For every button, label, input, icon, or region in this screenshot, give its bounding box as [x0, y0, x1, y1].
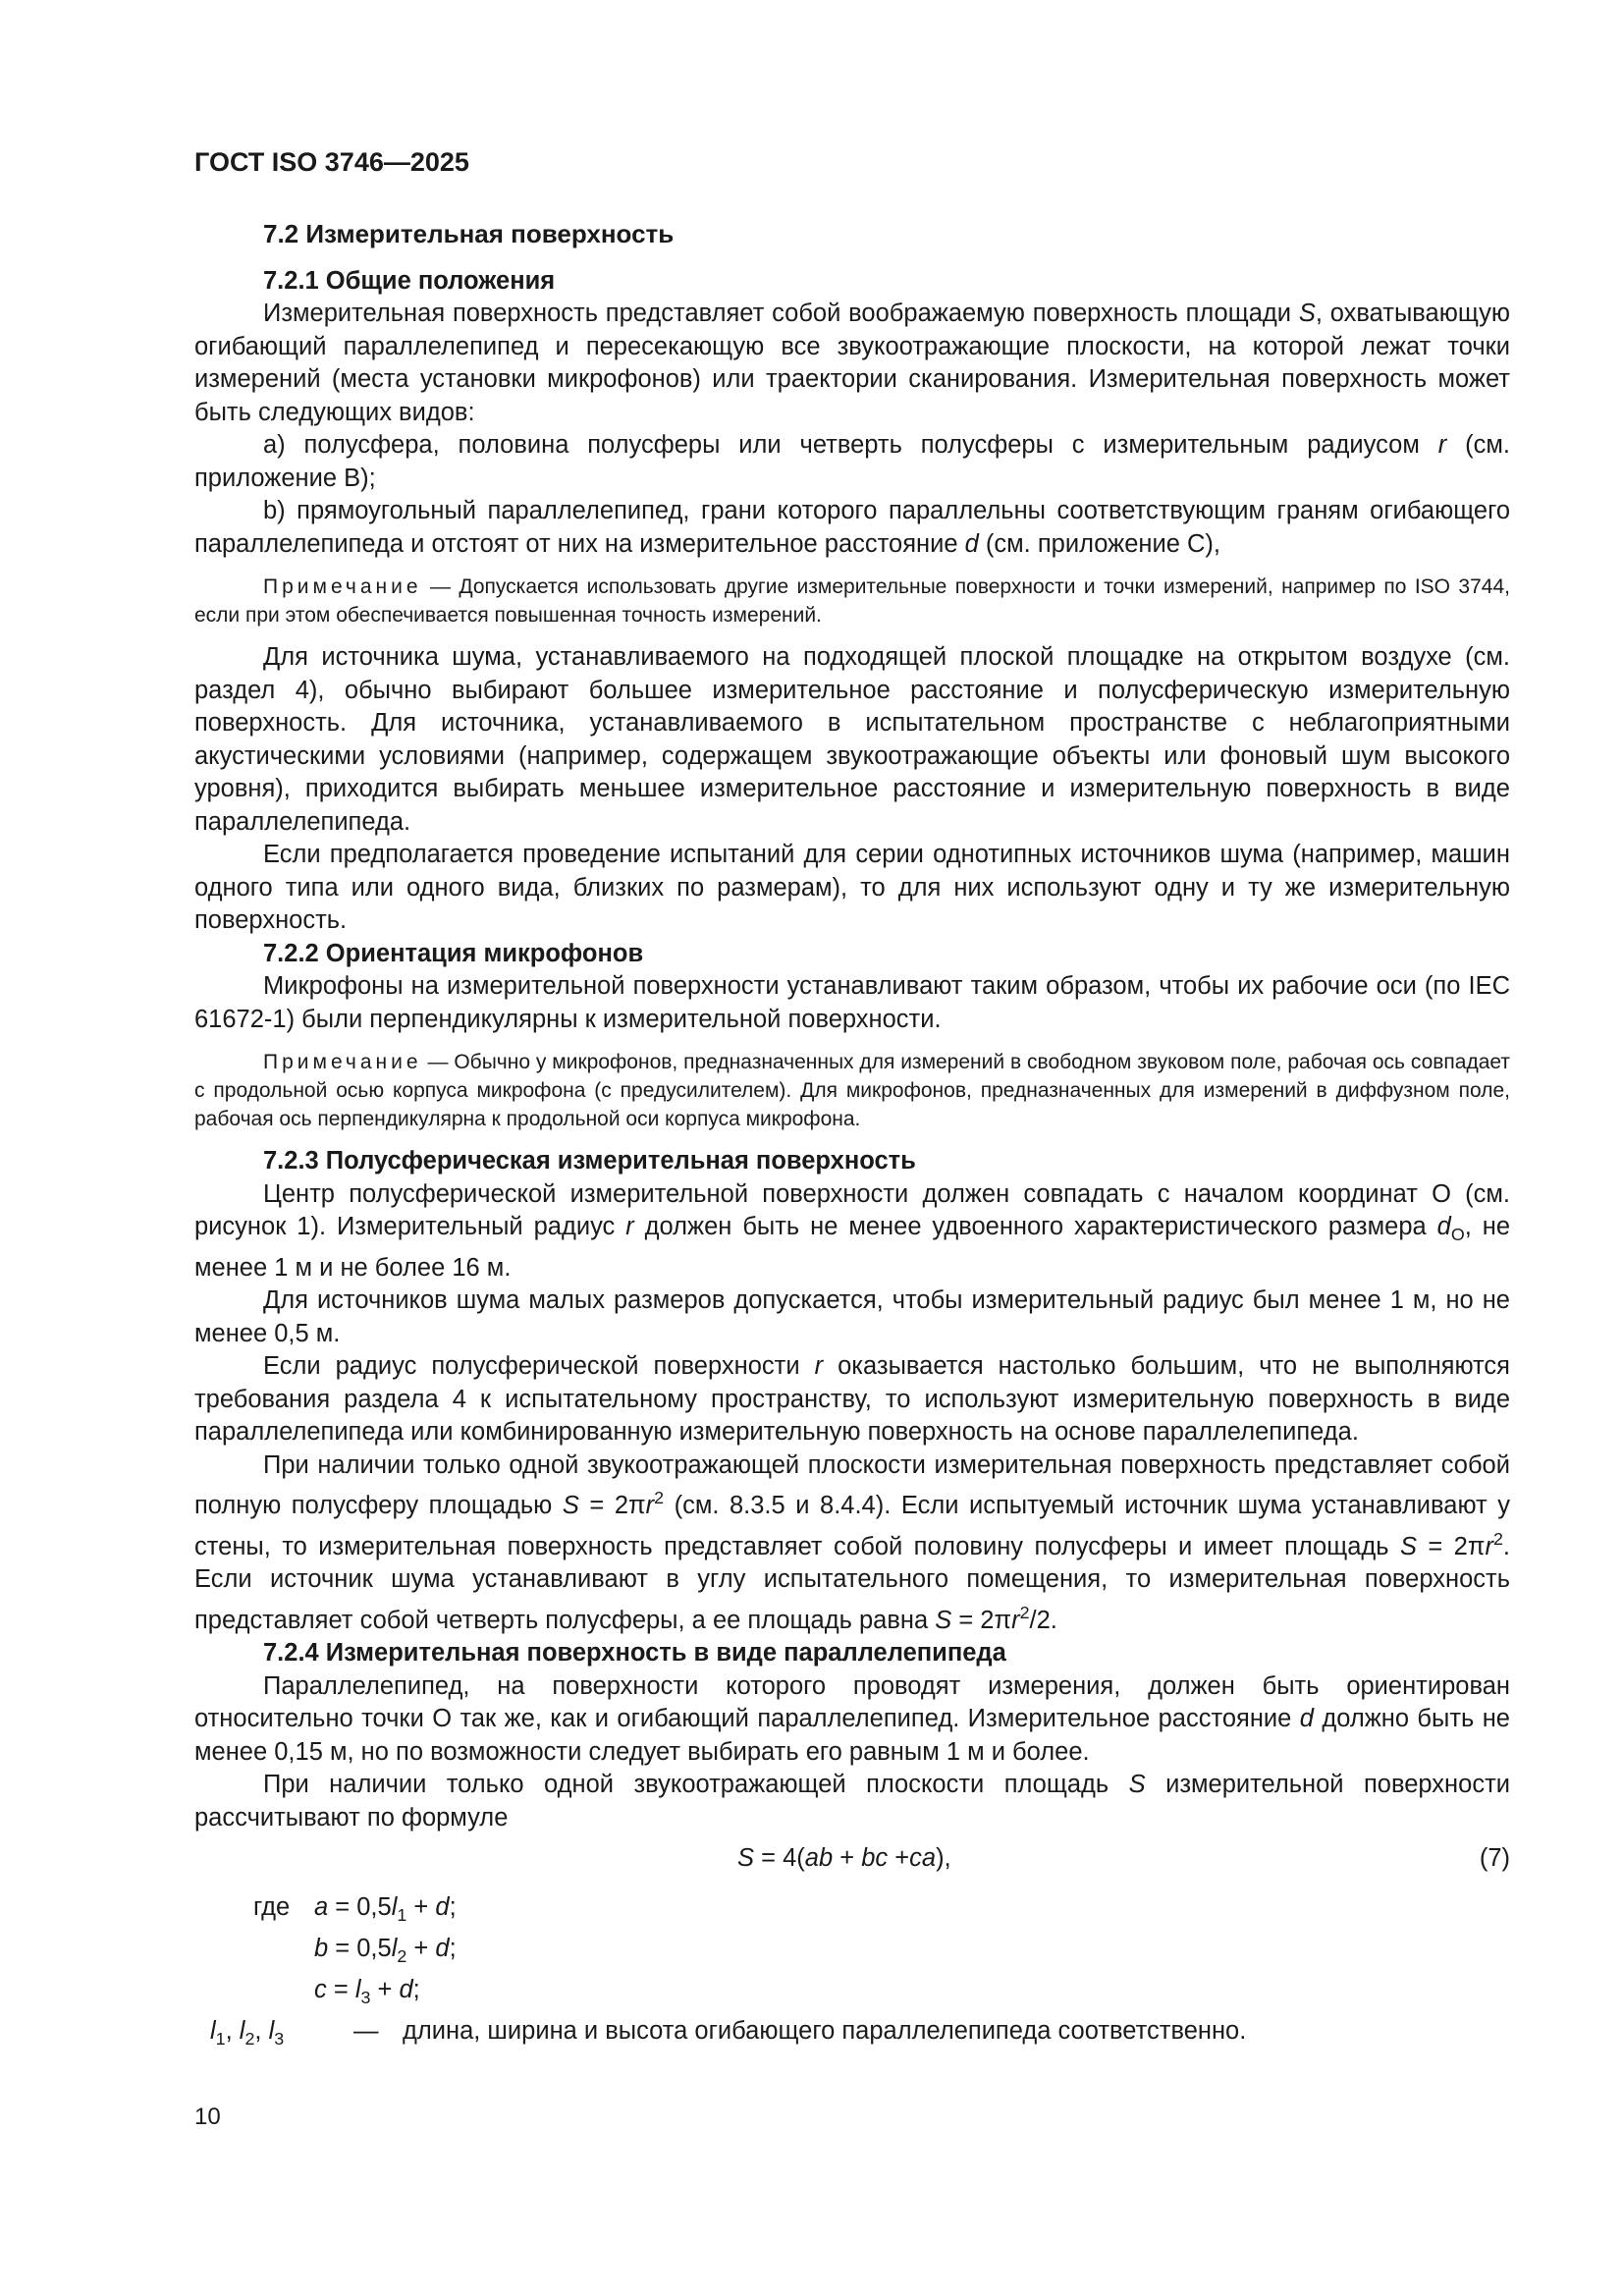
section-7-2-1-title: 7.2.1 Общие положения [263, 266, 556, 295]
standard-code-header: ГОСТ ISO 3746—2025 [194, 147, 469, 177]
section-7-2-1-paragraph-3: Если предполагается проведение испытаний для серии однотипных источников шума (например, машин одного типа или одного вида, близких по размерам), то для них используют одну и ту же измерительную поверхность. [194, 841, 1510, 934]
section-7-2-2-paragraph-1: Микрофоны на измерительной поверхности устанавливают таким образом, чтобы их рабочие оси (по IEC 61672-1) были перпендикулярны к измерительной поверхности. [194, 972, 1510, 1033]
note-7-2-2: Примечание — Обычно у микрофонов, предназначенных для измерений в свободном звуковом поле, рабочая ось совпадает с продольной осью корпуса микрофона (с предусилителем). Для микрофонов, предназначенных для измерений в диффузном поле, рабочая ось перпендикулярна к продольной оси корпуса микрофона. [194, 1051, 1510, 1130]
list-item-b: b) прямоугольный параллелепипед, грани которого параллельны соответствующим граням огибающего параллелепипеда и отстоят от них на измерительное расстояние d (см. приложение С), [194, 497, 1510, 558]
section-7-2-4-title: 7.2.4 Измерительная поверхность в виде параллелепипеда [263, 1639, 1006, 1667]
section-7-2-3-title: 7.2.3 Полусферическая измерительная поверхность [263, 1147, 916, 1175]
formula-expression: S = 4(ab + bc +ca), [737, 1844, 951, 1872]
section-7-2-4-paragraph-2: При наличии только одной звукоотражающей плоскости площадь S измерительной поверхности рассчитывают по формуле [194, 1771, 1510, 1831]
section-7-2-3-paragraph-2: Для источников шума малых размеров допускается, чтобы измерительный радиус был менее 1 м, но не менее 0,5 м. [194, 1286, 1510, 1347]
legend-row-c: $c = l_3 + d$; [314, 1976, 420, 2007]
page-number: 10 [194, 2104, 221, 2130]
legend-row-b: $b = 0,5l_2 + d$; [314, 1935, 457, 1966]
section-7-2-3-paragraph-3: Если радиус полусферической поверхности r оказывается настолько большим, что не выполняются требования раздела 4 к испытательному пространству, то используют измерительную поверхность в виде параллелепипеда или комбинированную измерительную поверхность на основе параллелепипеда. [194, 1352, 1510, 1446]
legend-row-a: где $a = 0,5l_1 + d$; [253, 1893, 457, 1925]
legend-row-dimensions: $l_1$, $l_2$, $l_3$ — длина, ширина и высота огибающего параллелепипеда соответственно. [210, 2017, 1247, 2049]
formula-number: (7) [1479, 1844, 1510, 1872]
section-7-2-2-title: 7.2.2 Ориентация микрофонов [263, 939, 644, 967]
list-item-a: a) полусфера, половина полусферы или четверть полусферы с измерительным радиусом r (см. приложение В); [194, 431, 1510, 492]
page-content [194, 218, 1510, 2069]
section-7-2-3-paragraph-4: При наличии только одной звукоотражающей плоскости измерительная поверхность представляет собой полную полусферу площадью $S = 2\pi r^2$ (см. 8.3.5 и 8.4.4). Если испытуемый источник шума устанавливают у стены, то измерительная поверхность представляет собой половину полусферы и имеет площадь $S = 2\pi r^2$. Если источник шума устанавливают в углу испытательного помещения, то измерительная поверхность представляет собой четверть полусферы, а ее площадь равна $S = 2\pi r^2/2$. [194, 1450, 1510, 1634]
section-7-2-1-paragraph-2: Для источника шума, устанавливаемого на подходящей плоской площадке на открытом воздухе (см. раздел 4), обычно выбирают большее измерительное расстояние и полусферическую измерительную поверхность. Для источника, устанавливаемого в испытательном пространстве с неблагоприятными акустическими условиями (например, содержащем звукоотражающие объекты или фоновый шум высокого уровня), приходится выбирать меньшее измерительное расстояние и измерительную поверхность в виде параллелепипеда. [194, 643, 1510, 836]
section-7-2-title: 7.2 Измерительная поверхность [263, 219, 675, 248]
section-7-2-4-paragraph-1: Параллелепипед, на поверхности которого проводят измерения, должен быть ориентирован относительно точки О так же, как и огибающий параллелепипед. Измерительное расстояние d должно быть не менее 0,15 м, но по возможности следует выбирать его равным 1 м и более. [194, 1671, 1510, 1766]
section-7-2-1-paragraph-1: Измерительная поверхность представляет собой воображаемую поверхность площади S, охватывающую огибающий параллелепипед и пересекающую все звукоотражающие плоскости, на которой лежат точки измерений (места установки микрофонов) или траектории сканирования. Измерительная поверхность может быть следующих видов: [194, 300, 1510, 426]
section-7-2-3-paragraph-1: Центр полусферической измерительной поверхности должен совпадать с началом координат О (см. рисунок 1). Измерительный радиус r должен быть не менее удвоенного характеристического размера $d_O$, не менее 1 м и не более 16 м. [194, 1179, 1510, 1282]
note-7-2-1: Примечание — Допускается использовать другие измерительные поверхности и точки измерений, например по ISO 3744, если при этом обеспечивается повышенная точность измерений. [194, 575, 1510, 627]
formula-legend [194, 1887, 1510, 2069]
formula-7 [194, 1838, 1510, 1882]
